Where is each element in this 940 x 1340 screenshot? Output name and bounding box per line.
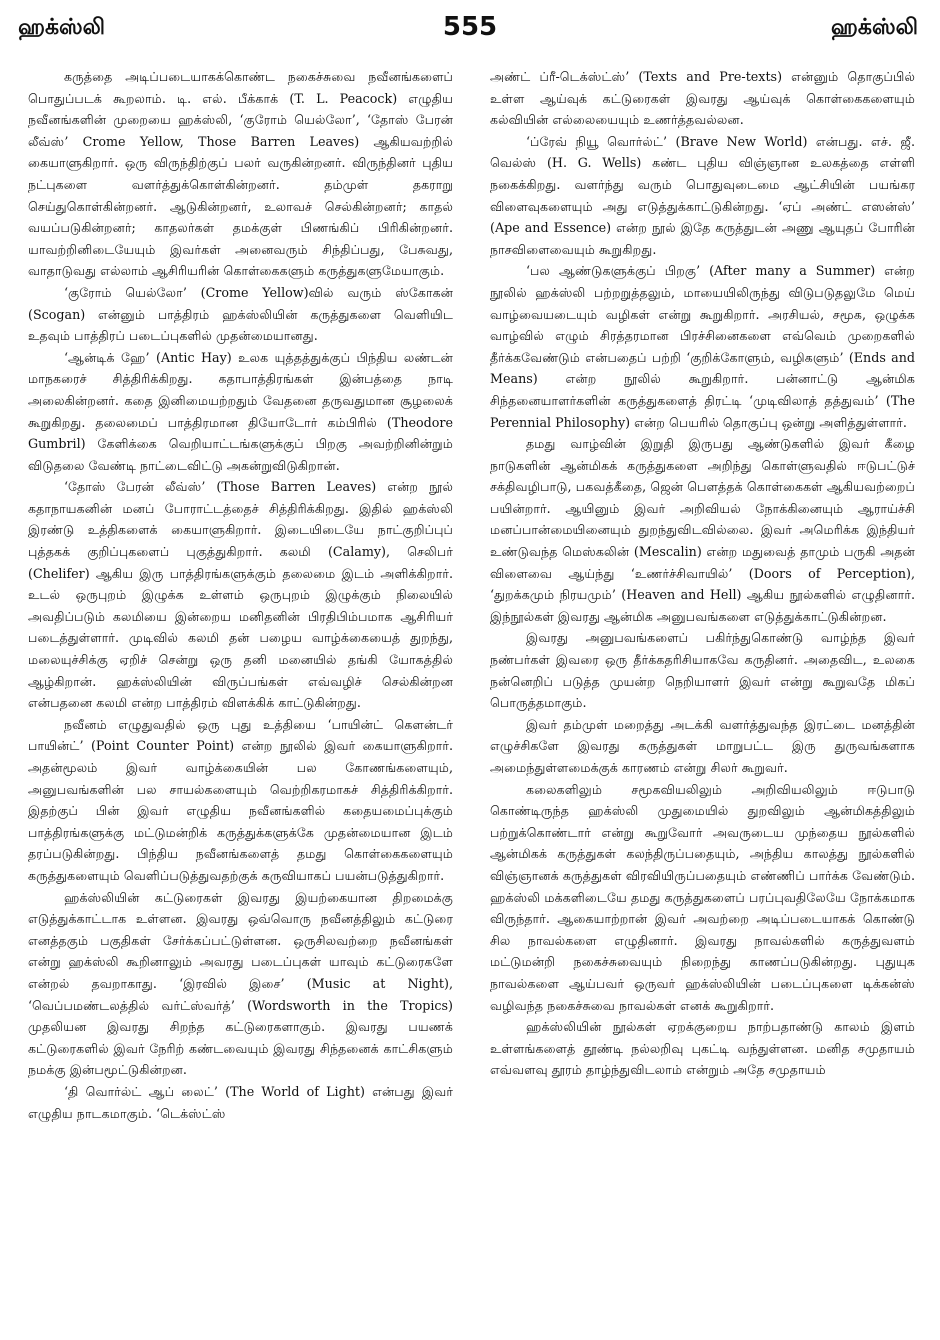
paragraph: கருத்தை அடிப்படையாகக்கொண்ட நகைச்சுவை நவீனங்களைப் பொதுப்படக் கூறலாம். டி. எல். பீக்காக் (T. L. Peacock) எழுதிய நவீனங்களின் முறையை ஹக்ஸ்லி, ‘குரோம் யெல்லோ’, ‘தோஸ் பேரன் லீவ்ஸ்’ Crome Yellow, Those Barren Leaves) ஆகியவற்றில் கையாளுகிறார். ஒரு விருந்திற்குப் பலர் வருகின்றனர். விருந்தினர் புதிய நட்புகளை வளர்த்துக்கொள்கின்றனர். தம்முள் தகராறு செய்துகொள்கின்றனர். ஆடுகின்றனர், உலாவச் செல்கின்றனர்; காதல் வயப்படுகின்றனர்; காதலர்கள் தமக்குள் பிணங்கிப் பிரிகின்றனர். யாவற்றினிடையேயும் இவர்கள் அனைவரும் சிந்திப்பது, பேசுவது, வாதாடுவது எல்லாம் ஆசிரியரின் கொள்கைகளும் கருத்துகளுமேயாகும். [28,69,453,279]
page-header [0,0,940,56]
page-number: 555 [442,12,498,42]
paragraph-continued: அண்ட் ப்ரீ-டெக்ஸ்ட்ஸ்’ (Texts and Pre-texts) என்னும் தொகுப்பில் உள்ள ஆய்வுக் கட்டுரைகள் இவரது ஆய்வுக் கொள்கைகளையும் கல்வியின் எல்லையையும் உணர்த்தவல்லன. [490,69,915,128]
paragraph: ‘பல ஆண்டுகளுக்குப் பிறகு’ (After many a Summer) என்ற நூலில் ஹக்ஸ்லி பற்றறுத்தலும், மாயையிலிருந்து விடுபடுதலுமே மெய் வாழ்வையடையும் வழிகள் என்று கூறுகிறார். அரசியல், சமூக, ஒழுக்க வாழ்வில் எழும் சிரத்தரமான பிரச்சினைகளை எவ்வெம் முறைகளில் தீர்க்கவேண்டும் என்பதைப் பற்றி ‘குறிக்கோளும், வழிகளும்’ (Ends and Means) என்ற நூலில் கூறுகிறார். பன்னாட்டு ஆன்மிக சிந்தனையாளர்களின் கருத்துகளைத் திரட்டி ‘முடிவிலாத் தத்துவம்’ (The Perennial Philosophy) என்ற பெயரில் தொகுப்பு ஒன்று அளித்துள்ளார். [490,263,915,430]
paragraph: ‘தோஸ் பேரன் லீவ்ஸ்’ (Those Barren Leaves) என்ற நூல் கதாநாயகனின் மனப் போராட்டத்தைச் சித்திரிக்கிறது. இதில் ஹக்ஸ்லி இரண்டு உத்திகளைக் கையாளுகிறார். இடையிடையே நாட்குறிப்புப் புத்தகக் குறிப்புகளைப் புகுத்துகிறார். கலமி (Calamy), செலிபர் (Chelifer) ஆகிய இரு பாத்திரங்களுக்கும் தலைமை இடம் அளிக்கிறார். உடல் ஒருபுறம் இழுக்க உள்ளம் ஒருபுறம் இழுக்கும் நிலையில் அவதிப்படும் கலமியை இன்றைய மனிதனின் பிரதிபிம்பமாக ஆசிரியர் படைத்துள்ளார். முடிவில் கலமி தன் பழைய வாழ்க்கையைத் துறந்து, மலையுச்சிக்கு ஏறிச் சென்று ஒரு தனி மனையில் தங்கி யோகத்தில் ஆழ்கிறான். ஹக்ஸ்லியின் விருப்பங்கள் எவ்வழிச் செல்கின்றன என்பதனை கலமி என்ற பாத்திரம் விளக்கிக் காட்டுகின்றது. [28,479,453,711]
paragraph: ‘குரோம் யெல்லோ’ (Crome Yellow)வில் வரும் ஸ்கோகன் (Scogan) என்னும் பாத்திரம் ஹக்ஸ்லியின் கருத்துகளை வெளியிட உதவும் பாத்திரப் படைப்புகளில் முதன்மையானது. [28,284,453,344]
paragraph: கலைகளிலும் சமூகவியலிலும் அறிவியலிலும் ஈடுபாடு கொண்டிருந்த ஹக்ஸ்லி முதுமையில் துறவிலும் ஆன்மிகத்திலும் பற்றுக்கொண்டார் என்று கூறுவோர் அவருடைய முந்தைய நூல்களில் ஆன்மிகக் கருத்துகள் கலந்திருப்பதையும், அந்திய காலத்து நூல்களில் விஞ்ஞானக் கருத்துகள் விரவியிருப்பதையும் எண்ணிப் பார்க்க வேண்டும். ஹக்ஸ்லி மக்களிடையே தமது கருத்துகளைப் பரப்புவதிலேயே நோக்கமாக விருந்தார். ஆகையாற்றான் இவர் அவற்றை அடிப்படையாகக் கொண்டு சில நாவல்களை எழுதினார். இவரது நாவல்களில் கருத்துவளம் மட்டுமன்றி நகைச்சுவையும் நிறைந்து காணப்படுகின்றது. புதுயுக நாவல்களை ஆய்பவர் ஒருவர் ஹக்ஸ்லியின் படைப்புகளை டிக்கன்ஸ் வழிவந்த நகைச்சுவை நாவல்கள் எனக் கூறுகிறார். [490,781,915,1013]
paragraph: ‘ஆன்டிக் ஹே’ (Antic Hay) உலக யுத்தத்துக்குப் பிந்திய லண்டன் மாநகரைச் சித்திரிக்கிறது. கதாபாத்திரங்கள் இன்பத்தை நாடி அலைகின்றனர். கதை இனிமையற்றதும் வேதனை தருவதுமான சூழலைக் கூறுகிறது. தலைமைப் பாத்திரமான தியோடோர் கம்பிரில் (Theodore Gumbril) கேளிக்கை வெறியாட்டங்களுக்குப் பிறகு அவற்றினின்றும் விடுதலை வேண்டி நாட்டைவிட்டு அகன்றுவிடுகிறான். [28,349,453,473]
paragraph: இவரது அனுபவங்களைப் பகிர்ந்துகொண்டு வாழ்ந்த இவர் நண்பர்கள் இவரை ஒரு தீர்க்கதரிசியாகவே கருதினர். அதைவிட, உலகை நன்னெறிப் படுத்த முயன்ற நெறியாளர் இவர் என்று கூறுவதே மிகப் பொருத்தமாகும். [490,630,915,711]
left-text-column [28,66,453,1332]
paragraph: ‘தி வொர்ல்ட் ஆப் லைட்’ (The World of Light) என்பது இவர் எழுதிய நாடகமாகும். ‘டெக்ஸ்ட்ஸ் [28,1083,453,1121]
running-head-right: ஹக்ஸ்லி [830,14,918,40]
paragraph: ஹக்ஸ்லியின் கட்டுரைகள் இவரது இயற்கையான திறமைக்கு எடுத்துக்காட்டாக உள்ளன. இவரது ஒவ்வொரு நவீனத்திலும் கட்டுரை எனத்தகும் பகுதிகள் சேர்க்கப்பட்டுள்ளன. ஒருசிலவற்றை நவீனங்கள் என்று ஹக்ஸ்லி கூறினாலும் அவரது படைப்புகள் யாவும் கட்டுரைகளே என்றல் தவறாகாது. ‘இரவில் இசை’ (Music at Night), ‘வெப்பமண்டலத்தில் வர்ட்ஸ்வர்த்’ (Wordsworth in the Tropics) முதலியன இவரது சிறந்த கட்டுரைகளாகும். இவரது பயணக் கட்டுரைகளில் இவர் நேரிற் கண்டவையும் இவரது சிந்தனைக் காட்சிகளும் நமக்கு இன்பமூட்டுகின்றன. [28,889,453,1078]
paragraph: இவர் தம்முள் மறைத்து அடக்கி வளர்த்துவந்த இரட்டை மனத்தின் எழுச்சிகளே இவரது கருத்துகள் மாறுபட்ட இரு துருவங்களாக அமைந்துள்ளமைக்குக் காரணம் என்று சிலர் கூறுவர். [490,716,915,775]
paragraph: ‘ப்ரேவ் நியூ வொர்ல்ட்’ (Brave New World) என்பது. எச். ஜீ. வெல்ஸ் (H. G. Wells) கண்ட புதிய விஞ்ஞான உலகத்தை எள்ளி நகைக்கிறது. வளர்ந்து வரும் பொதுவுடைமை ஆட்சியின் பயங்கர விளைவுகளையும் அது எடுத்துக்காட்டுகின்றது. ‘ஏப் அண்ட் எஸன்ஸ்’ (Ape and Essence) என்ற நூல் இதே கருத்துடன் அணு ஆயுதப் போரின் நாசவிளைவையும் கூறுகிறது. [490,133,915,257]
running-head-left: ஹக்ஸ்லி [18,14,106,40]
paragraph: தமது வாழ்வின் இறுதி இருபது ஆண்டுகளில் இவர் கீழை நாடுகளின் ஆன்மிகக் கருத்துகளை அறிந்து கொள்ளுவதில் ஈடுபட்டுச் சக்திவழிபாடு, பகவத்கீதை, ஜென் பௌத்தக் கொள்கைகள் ஆகியவற்றைப் பயின்றார். ஆயினும் இவர் அறிவியல் நோக்கினையும் ஆராய்ச்சி மனப்பான்மையினையும் துறந்துவிடவில்லை. இவர் அமெரிக்க இந்தியர் உண்டுவந்த மெஸ்கலின் (Mescalin) என்ற மதுவைத் தாமும் பருகி அதன் விளைவை ஆய்ந்து ‘உணர்ச்சிவாயில்’ (Doors of Perception), ‘துறக்கமும் நிரயமும்’ (Heaven and Hell) ஆகிய நூல்களில் எழுதினார். இந்நூல்கள் இவரது ஆன்மிக அனுபவங்களை எடுத்துக்காட்டுகின்றன. [490,436,915,624]
paragraph: நவீனம் எழுதுவதில் ஒரு புது உத்தியை ‘பாயின்ட் கௌன்டர் பாயின்ட்’ (Point Counter Point) என்ற நூலில் இவர் கையாளுகிறார். அதன்மூலம் இவர் வாழ்க்கையின் பல கோணங்களையும், அனுபவங்களின் பல சாயல்களையும் வெற்றிகரமாகச் சித்திரிக்கிறார். இதற்குப் பின் இவர் எழுதிய நவீனங்களில் கதையமைப்புக்கும் பாத்திரங்களுக்கு மட்டுமன்றிக் கருத்துக்களுக்கே முதன்மையான இடம் தரப்படுகின்றது. பிந்திய நவீனங்களைத் தமது கொள்கைகளையும் கருத்துகளையும் வெளிப்படுத்துவதற்குக் கருவியாகப் பயன்படுத்துகிறார். [28,716,453,883]
paragraph: ஹக்ஸ்லியின் நூல்கள் ஏறக்குறைய நாற்பதாண்டு காலம் இளம் உள்ளங்களைத் தூண்டி நல்லறிவு புகட்டி வந்துள்ளன. மனித சமுதாயம் எவ்வளவு தூரம் தாழ்ந்துவிடலாம் என்றும் அதே சமுதாயம் [490,1019,915,1078]
right-text-column [490,66,915,1332]
